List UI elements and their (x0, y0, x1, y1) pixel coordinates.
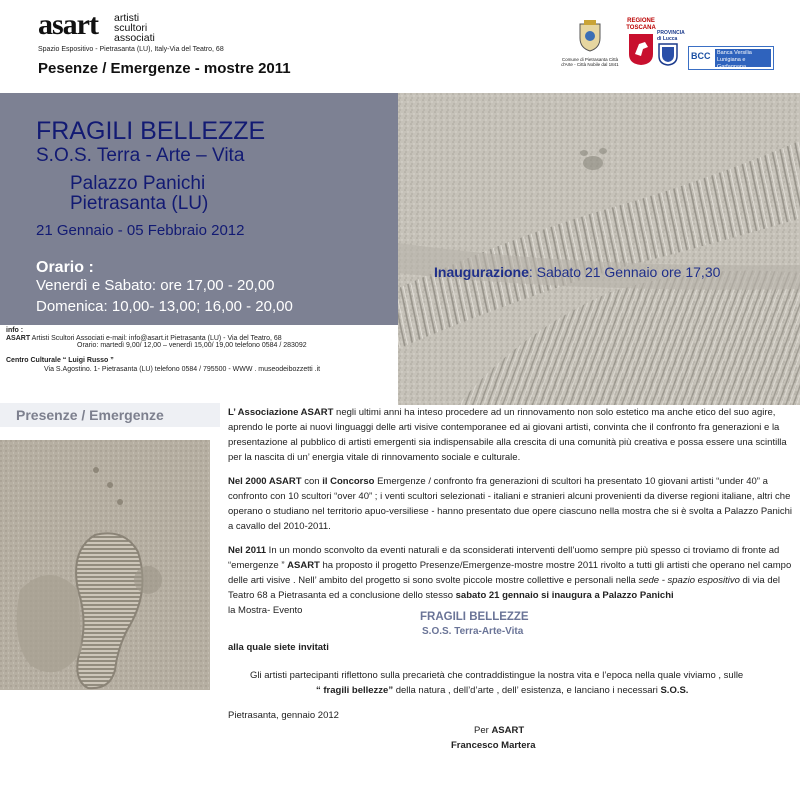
logo-word-2: scultori (114, 22, 148, 34)
provincia-lucca-logo (657, 30, 685, 70)
p1-text: negli ultimi anni ha inteso procedere ad un rinnovamento non solo estetico ma anche etico del suo agire, aprendo le porte ai nuovi linguaggi delle arti visive contemporanee ed ai giovani artisti, convinta che il confronto fra generazioni e la presentazione al pubblico di artisti emergenti sia indispensabile alla crescita di una comunità più creativa e possa essere una scintilla per la nascita di un’ energia vitale di rinnovamento sociale e culturale. (228, 407, 787, 463)
sand-tracks-image (398, 93, 800, 405)
info-line-1 (6, 335, 282, 342)
info-line-2: Orario: martedì 9,00/ 12,00 – venerdì 15,00/ 19,00 telefono 0584 / 283092 (77, 342, 307, 349)
p2-concorso: il Concorso (322, 476, 375, 487)
invited-text: alla quale siete invitati (228, 642, 329, 653)
info-contact: Artisti Scultori Associati e-mail: info@asart.it Pietrasanta (LU) - Via del Teatro, 68 (30, 335, 282, 342)
p2-text: ha presentato 10 giovani artisti “under 40” a confronto con 10 scultori “over 40” ; i venti scultori selezionati - italiani e stranieri alcuni provenienti da diverse regioni italiane, altri che operano o studiano nel territorio apuo-versiliese - hanno presentato due opere ciascuno nella mostra che si è svolta a Palazzo Panichi a cavallo del 2010-2011. (228, 476, 793, 532)
footprint-photo (0, 440, 210, 690)
p2-emergenze: Emergenze / confronto fra generazioni di scultori (374, 476, 582, 487)
p3-sede: sede - spazio espositivo (638, 575, 740, 586)
per-asart: ASART (491, 725, 525, 736)
provincia-label: PROVINCIA di Lucca (657, 30, 685, 42)
paragraph-1 (228, 405, 793, 465)
comune-crest-icon (570, 18, 610, 52)
paragraph-2 (228, 474, 793, 534)
event-subtitle: S.O.S. Terra-Arte-Vita (422, 626, 524, 637)
bcc-code: BCC (691, 51, 711, 61)
artists-line-1: Gli artisti partecipanti riflettono sulla precarietà che contraddistingue la nostra vita e l’epoca nella quale viviamo , sulle (250, 670, 744, 681)
p3-inaugura: sabato 21 gennaio si inaugura a Palazzo Panichi (455, 590, 674, 601)
fragili-bellezze-quote: “ fragili bellezze” (316, 685, 394, 696)
p3-bold: Nel 2011 (228, 545, 267, 556)
logo-mark: asart (38, 8, 98, 41)
inauguration-text (434, 264, 720, 280)
footprint-image (0, 440, 210, 690)
place-date: Pietrasanta, gennaio 2012 (228, 710, 339, 721)
logo-words (114, 13, 155, 43)
sand-tracks-photo (398, 93, 800, 405)
p3-mostra: la Mostra- Evento (228, 605, 303, 616)
p3-asart: ASART (287, 560, 320, 571)
body-text (228, 405, 793, 618)
series-title: Pesenze / Emergenze - mostre 2011 (38, 60, 291, 77)
event-title: FRAGILI BELLEZZE (420, 611, 529, 623)
centro-title: Centro Culturale “ Luigi Russo ” (6, 357, 114, 364)
artists-line-2 (316, 685, 688, 696)
orario-title: Orario : (36, 259, 94, 276)
header-address: Spazio Espositivo - Pietrasanta (LU), Italy-Via del Teatro, 68 (38, 46, 224, 53)
orario-line-2: Domenica: 10,00- 13,00; 16,00 - 20,00 (36, 298, 293, 315)
paragraph-3 (228, 543, 793, 618)
signer-name: Francesco Martera (451, 740, 536, 751)
p1-bold: L’ Associazione ASART (228, 407, 334, 418)
hero-city: Pietrasanta (LU) (70, 193, 209, 214)
asart-logo (38, 10, 198, 50)
p2-bold: Nel 2000 ASART (228, 476, 302, 487)
comune-crest (561, 18, 619, 72)
info-label: info : (6, 327, 24, 334)
sos-text: S.O.S. (660, 685, 689, 696)
regione-toscana-logo (626, 18, 656, 70)
comune-caption: Comune di Pietrasanta Città d'Arte - Città Nobile dal 1841 (561, 57, 619, 67)
inauguration-date: : Sabato 21 Gennaio ore 17,30 (528, 264, 721, 280)
logo-word-3: associati (114, 32, 155, 44)
bcc-logo (688, 46, 774, 70)
hero-title: FRAGILI BELLEZZE (36, 117, 266, 145)
p3-text-a: In un mondo sconvolto da eventi naturali e da sconsiderati interventi dell’uomo sempre più spesso ci troviamo di fronte ad “emergenze ” (228, 545, 780, 571)
bcc-name: Banca Versilia Lunigiana e Garfagnana (715, 49, 771, 67)
p3-text-c: ha proposto il progetto Presenze/Emergenze-mostre mostre 2011 rivolto a tutti gli artisti che operano nel campo delle arti visive . Nell’ ambito del progetto si sono svolte piccole mostre collettive e personali nella (228, 560, 792, 586)
section-title: Presenze / Emergenze (16, 407, 164, 423)
hero-subtitle: S.O.S. Terra - Arte – Vita (36, 145, 245, 166)
info-asart: ASART (6, 335, 31, 342)
provincia-shield-icon (657, 42, 679, 66)
artists-text: della natura , dell’d’arte , dell’ esistenza, e lanciano i necessari (393, 685, 661, 696)
regione-label: REGIONE TOSCANA (626, 18, 656, 31)
p3-text-d: di via del Teatro 68 a Pietrasanta ed a conclusione dello stesso (228, 575, 780, 601)
pegasus-icon (626, 32, 656, 66)
p2-with: con (301, 476, 323, 487)
hero-dates: 21 Gennaio - 05 Febbraio 2012 (36, 222, 245, 239)
hero-venue: Palazzo Panichi (70, 173, 206, 194)
inauguration-label: Inaugurazione (434, 264, 529, 280)
orario-line-1: Venerdì e Sabato: ore 17,00 - 20,00 (36, 277, 275, 294)
logo-word-1: artisti (114, 12, 140, 24)
signature-per (474, 725, 524, 736)
centro-address: Via S.Agostino. 1- Pietrasanta (LU) telefono 0584 / 795500 - WWW . museodeibozzetti .it (44, 366, 321, 373)
per-text: Per (474, 725, 492, 736)
